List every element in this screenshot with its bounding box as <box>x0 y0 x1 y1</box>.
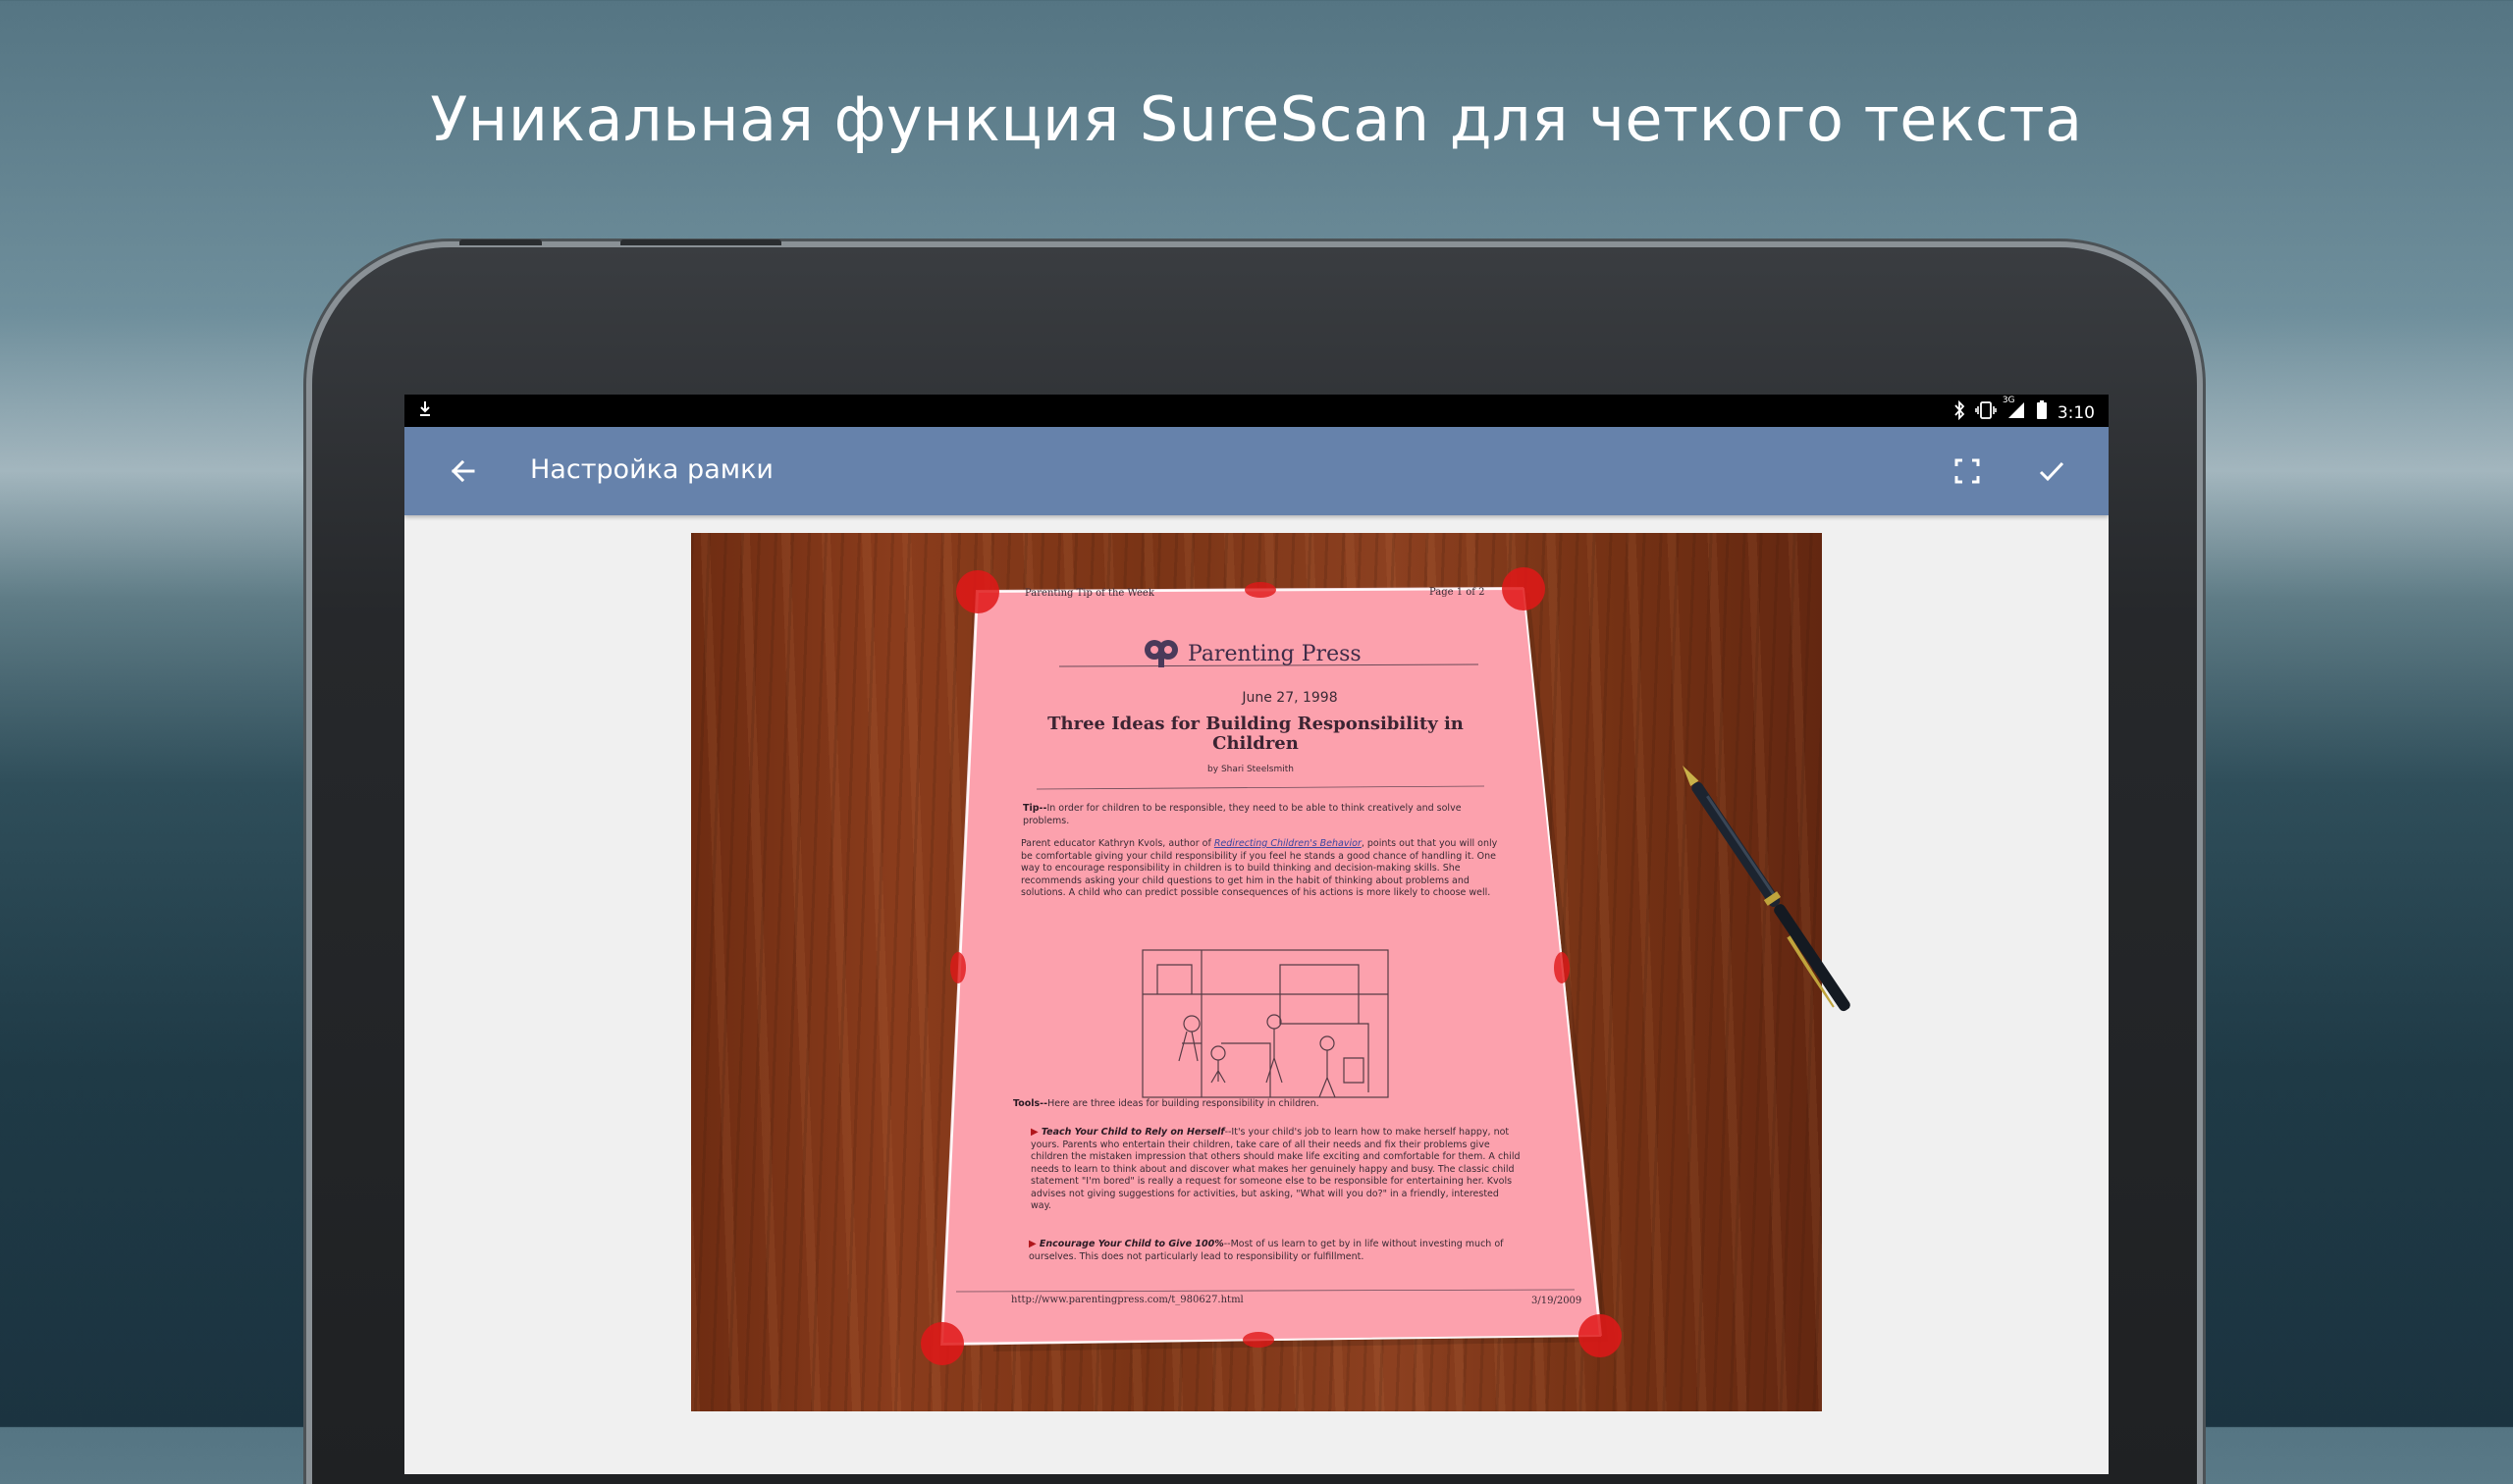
handle-top-mid <box>1245 582 1276 598</box>
doc-footer-date: 3/19/2009 <box>1531 1296 1582 1306</box>
check-icon[interactable] <box>2028 448 2075 495</box>
handle-bottom-left <box>921 1322 964 1365</box>
brand-logo <box>1143 638 1362 669</box>
network-type: 3G <box>2002 396 2015 405</box>
battery-icon <box>2036 400 2048 425</box>
handle-top-left <box>956 570 999 613</box>
doc-title-line1: Three Ideas for Building Responsibility in <box>1047 714 1464 734</box>
handle-bottom-mid <box>1243 1332 1274 1348</box>
brand-name: Parenting Press <box>1188 641 1362 666</box>
clock: 3:10 <box>2057 402 2095 423</box>
doc-item-2 <box>1029 1239 1520 1263</box>
download-icon <box>418 400 432 422</box>
tools-label: Tools-- <box>1013 1098 1048 1109</box>
doc-tools <box>1013 1098 1504 1111</box>
tip-label: Tip-- <box>1023 803 1047 814</box>
para1-b: , points out that you will only be comfortable giving your child responsibility if you feel he stands a good chance of handling it. One way to encourage responsibility in children is to build thinking and decision-making skills. She recommends asking your child questions to get him in the habit of thinking about problems and solutions. A child who can predict possible consequences of his actions is more likely to choose well. <box>1021 838 1498 898</box>
doc-paragraph <box>1021 838 1502 900</box>
tools-text: Here are three ideas for building responsibility in children. <box>1047 1098 1319 1109</box>
item1-text: --It's your child's job to learn how to make herself happy, not yours. Parents who entertain their children, take care of all their needs and fix their problems give children the mistaken impression that others should make life exciting and comfortable for them. A child needs to learn to think about and discover what makes her genuinely happy and busy. The classic child statement "I'm bored" is really a request for someone else to be responsible for entertaining her. Kvols advises not giving suggestions for activities, but asking, "What will you do?" in a friendly, interested way. <box>1031 1127 1521 1211</box>
doc-tip <box>1023 803 1494 827</box>
tip-text: In order for children to be responsible, they need to be able to think creatively and solve problems. <box>1023 803 1462 826</box>
item1-title: Teach Your Child to Rely on Herself <box>1041 1127 1225 1138</box>
fullscreen-icon[interactable] <box>1944 448 1991 495</box>
bluetooth-icon <box>1953 400 1965 425</box>
bullet-icon: ▶ <box>1031 1127 1042 1138</box>
handle-top-right <box>1502 567 1545 610</box>
doc-footer-url: http://www.parentingpress.com/t_980627.html <box>1011 1295 1244 1305</box>
doc-item-1 <box>1031 1127 1522 1213</box>
volume-button <box>459 239 542 245</box>
brand-logo-icon <box>1143 638 1180 669</box>
handle-right-mid <box>1554 952 1570 983</box>
item2-title: Encourage Your Child to Give 100% <box>1039 1239 1224 1249</box>
power-button <box>620 239 781 245</box>
bullet-icon: ▶ <box>1029 1239 1040 1249</box>
page-title: Настройка рамки <box>530 454 774 485</box>
doc-byline: by Shari Steelsmith <box>1207 765 1294 774</box>
arrow-back-icon[interactable] <box>440 448 487 495</box>
doc-date: June 27, 1998 <box>1242 690 1338 706</box>
tablet-frame <box>312 247 2197 1484</box>
para1-a: Parent educator Kathryn Kvols, author of <box>1021 838 1214 849</box>
signal-icon <box>2002 396 2026 424</box>
vibrate-icon <box>1975 401 1997 424</box>
doc-header-right: Page 1 of 2 <box>1429 587 1485 598</box>
app-bar <box>404 427 2109 515</box>
document-photo <box>691 533 1822 1411</box>
screen <box>404 395 2109 1474</box>
status-bar <box>404 395 2109 427</box>
doc-header-left: Parenting Tip of the Week <box>1025 588 1154 599</box>
item2-text: --Most of us learn to get by in life without investing much of ourselves. This does not particularly lead to responsibility or fulfillment. <box>1029 1239 1504 1262</box>
book-link[interactable]: Redirecting Children's Behavior <box>1213 838 1362 849</box>
headline: Уникальная функция SureScan для четкого текста <box>430 83 2083 155</box>
handle-bottom-right <box>1578 1314 1622 1357</box>
handle-left-mid <box>950 952 966 983</box>
doc-title-line2: Children <box>1212 733 1299 754</box>
